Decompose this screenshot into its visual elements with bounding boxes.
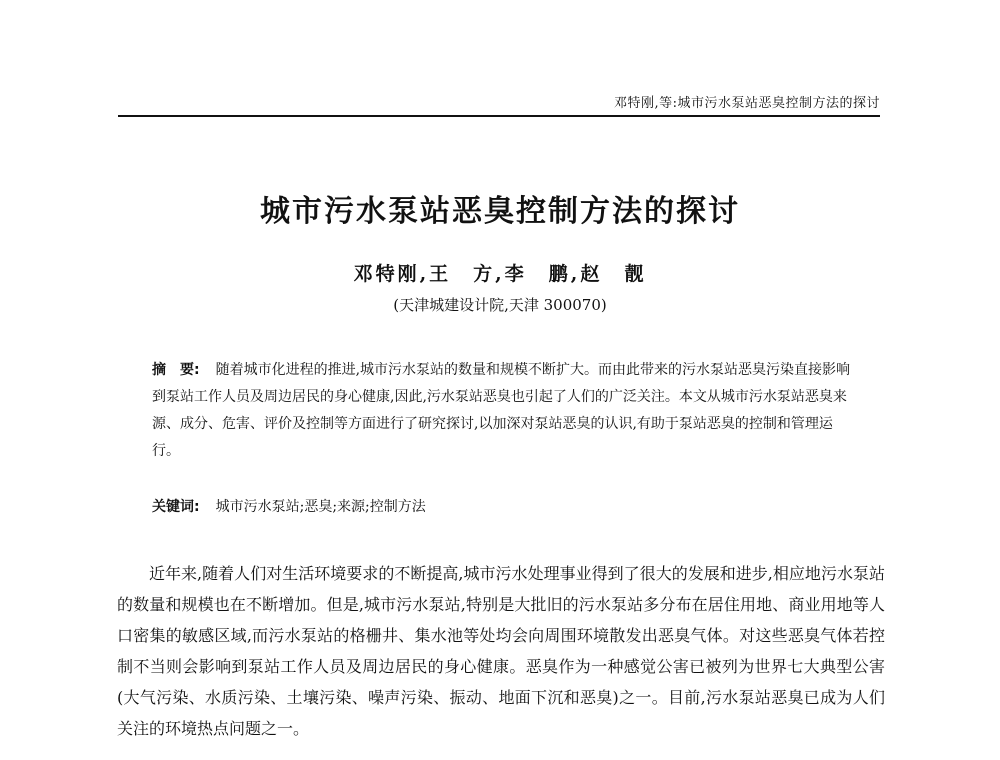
article-title: 城市污水泵站恶臭控制方法的探讨 xyxy=(260,194,740,229)
keywords-text: 城市污水泵站;恶臭;来源;控制方法 xyxy=(215,499,426,515)
abstract-label: 摘 要: xyxy=(152,362,200,378)
keywords xyxy=(152,494,852,521)
running-head: 邓特刚,等:城市污水泵站恶臭控制方法的探讨 xyxy=(613,96,880,111)
abstract xyxy=(152,357,852,465)
article-affiliation: (天津城建设计院,天津 300070) xyxy=(393,296,607,314)
body-paragraph: 近年来,随着人们对生活环境要求的不断提高,城市污水处理事业得到了很大的发展和进步,相应地污水泵站的数量和规模也在不断增加。但是,城市污水泵站,特别是大批旧的污水泵站多分布在居住用地、商业用地等人口密集的敏感区域,而污水泵站的格栅井、集水池等处均会向周围环境散发出恶臭气体。对这些恶臭气体若控制不当则会影响到泵站工作人员及周边居民的身心健康。恶臭作为一种感觉公害已被列为世界七大典型公害(大气污染、水质污染、土壤污染、噪声污染、振动、地面下沉和恶臭)之一。目前,污水泵站恶臭已成为人们关注的环境热点问题之一。 xyxy=(117,564,885,738)
abstract-text: 随着城市化进程的推进,城市污水泵站的数量和规模不断扩大。而由此带来的污水泵站恶臭污染直接影响到泵站工作人员及周边居民的身心健康,因此,污水泵站恶臭也引起了人们的广泛关注。本文从城市污水泵站恶臭来源、成分、危害、评价及控制等方面进行了研究探讨,以加深对泵站恶臭的认识,有助于泵站恶臭的控制和管理运行。 xyxy=(152,362,851,459)
keywords-label: 关键词: xyxy=(152,499,200,515)
header-rule xyxy=(118,115,880,117)
article-authors: 邓特刚,王 方,李 鹏,赵 靓 xyxy=(353,263,647,285)
